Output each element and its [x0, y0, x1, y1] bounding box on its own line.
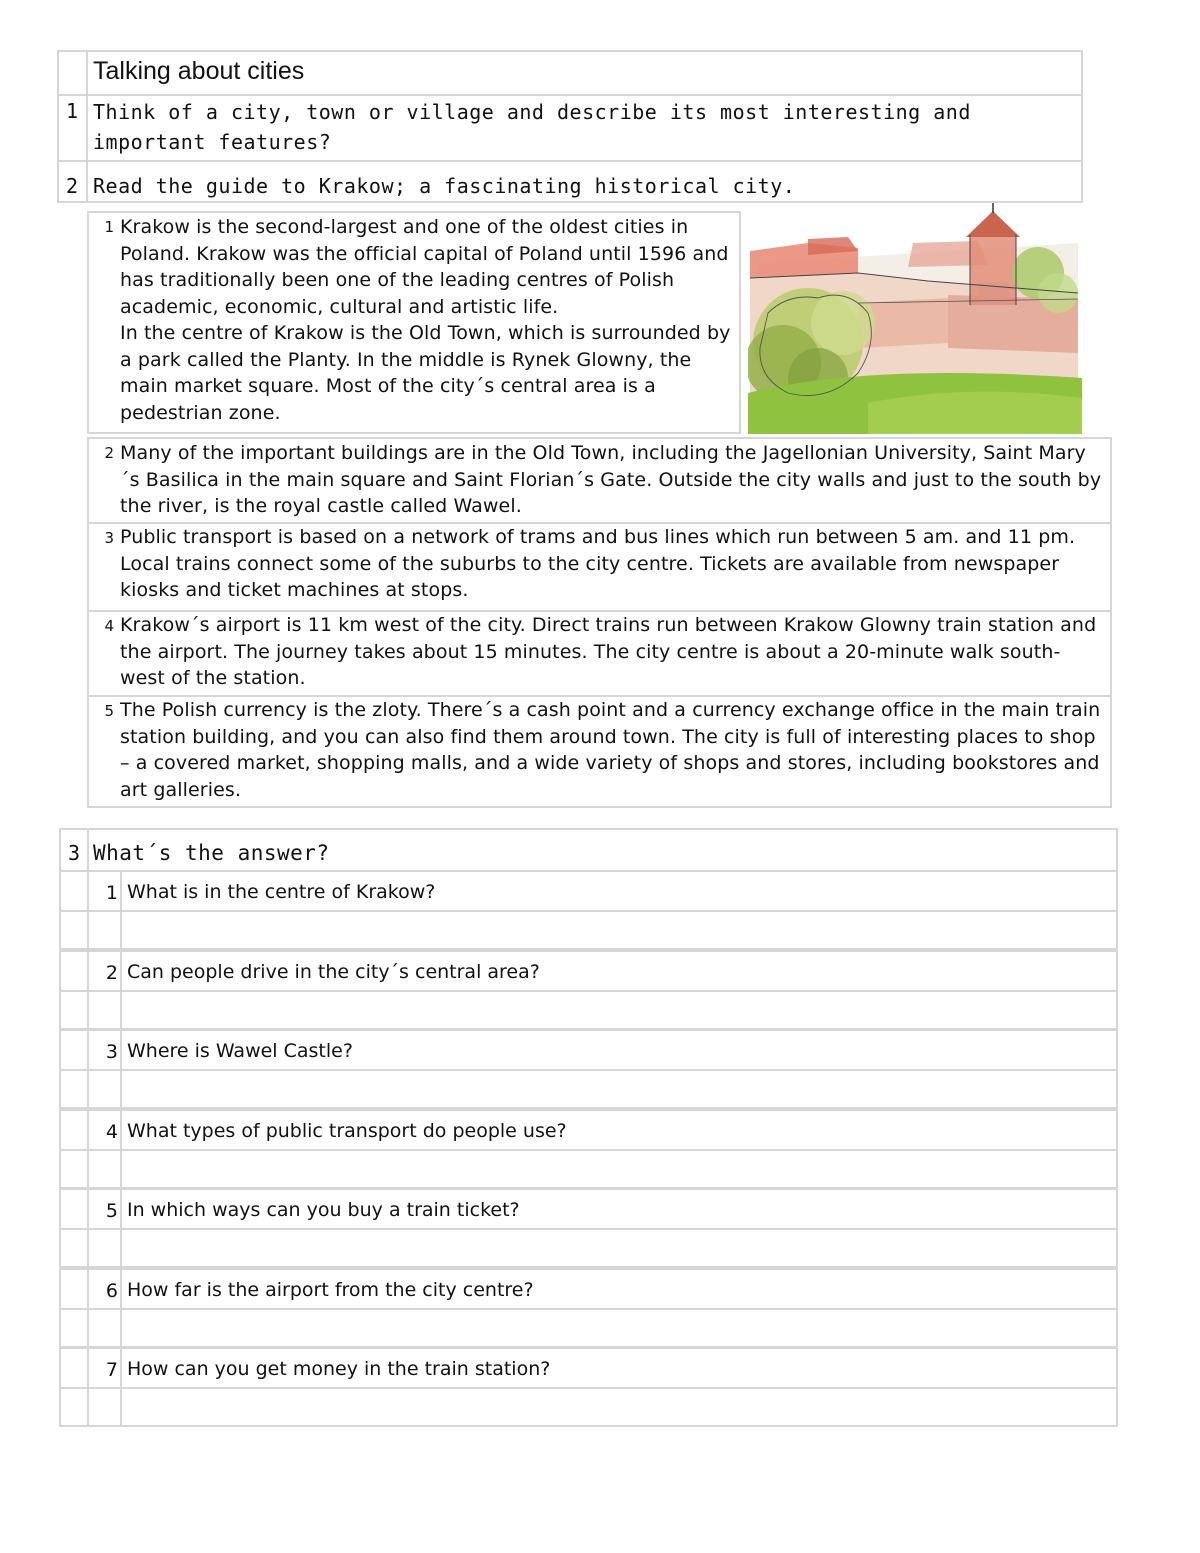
paragraph-1-part-a: Krakow is the second-largest and one of the oldest cities in Poland. Krakow was the official capital of Poland until 1596 and has traditionally been one of the leading centres of Polish academic, economic, cultural and artistic life. — [120, 216, 729, 318]
castle-watercolor-illustration — [748, 203, 1082, 434]
question-number: 3 — [105, 1041, 118, 1063]
task-2-text: Read the guide to Krakow; a fascinating historical city. — [93, 174, 796, 198]
question-text: How can you get money in the train station? — [127, 1358, 551, 1380]
paragraph-1-text — [120, 214, 736, 426]
question-text: In which ways can you buy a train ticket? — [127, 1199, 520, 1221]
question-row-blank-cell — [59, 1347, 89, 1389]
answer-number-cell — [87, 1387, 122, 1427]
answer-number-cell — [87, 1308, 122, 1348]
answer-field[interactable] — [120, 1387, 1118, 1427]
paragraph-4-text: Krakow´s airport is 11 km west of the city. Direct trains run between Krakow Glowny train station and the airport. The journey takes about 15 minutes. The city centre is about a 20-minute walk south-west of the station. — [120, 614, 1097, 689]
answer-number-cell — [87, 1228, 122, 1268]
answer-row-blank-cell — [59, 1308, 89, 1348]
question-row-blank-cell — [59, 1029, 89, 1071]
question-number: 6 — [105, 1280, 118, 1302]
question-number: 1 — [105, 882, 118, 904]
task-1-number: 1 — [66, 99, 79, 123]
answer-row-blank-cell — [59, 1149, 89, 1189]
question-number: 2 — [105, 962, 118, 984]
question-number: 5 — [105, 1200, 118, 1222]
castle-illustration-svg — [748, 203, 1082, 434]
question-text: Can people drive in the city´s central area? — [127, 961, 540, 983]
answer-number-cell — [87, 1069, 122, 1109]
question-number: 7 — [105, 1359, 118, 1381]
question-text: What types of public transport do people use? — [127, 1120, 567, 1142]
paragraph-2-number: 2 — [104, 444, 114, 462]
paragraph-3-text: Public transport is based on a network of trams and bus lines which run between 5 am. and 11 pm. Local trains connect some of the suburbs to the city centre. Tickets are available from newspaper kiosks and ticket machines at stops. — [120, 526, 1076, 601]
question-text: What is in the centre of Krakow? — [127, 881, 436, 903]
task-2-number: 2 — [66, 174, 79, 198]
answer-row-blank-cell — [59, 1069, 89, 1109]
answer-row-blank-cell — [59, 1228, 89, 1268]
questions-section-title: What´s the answer? — [93, 841, 330, 865]
questions-section-number: 3 — [68, 841, 81, 865]
question-row-blank-cell — [59, 870, 89, 912]
question-number: 4 — [105, 1121, 118, 1143]
answer-number-cell — [87, 1149, 122, 1189]
paragraph-5-number: 5 — [104, 702, 114, 720]
question-row-blank-cell — [59, 950, 89, 992]
answer-field[interactable] — [120, 990, 1118, 1030]
answer-field[interactable] — [120, 910, 1118, 950]
paragraph-1-number: 1 — [104, 218, 114, 236]
page-title: Talking about cities — [93, 57, 305, 85]
answer-field[interactable] — [120, 1149, 1118, 1189]
question-row-blank-cell — [59, 1268, 89, 1310]
answer-row-blank-cell — [59, 990, 89, 1030]
paragraph-5-text: The Polish currency is the zloty. There´s a cash point and a currency exchange office in the main train station building, and you can also find them around town. The city is full of interesting places to shop – a covered market, shopping malls, and a wide variety of shops and stores, including bookstores and art galleries. — [120, 699, 1101, 801]
question-row-blank-cell — [59, 1109, 89, 1151]
task-1-text: Think of a city, town or village and describe its most interesting and important features? — [93, 100, 971, 154]
paragraph-2-text: Many of the important buildings are in the Old Town, including the Jagellonian University, Saint Mary´s Basilica in the main square and Saint Florian´s Gate. Outside the city walls and just to the south by the river, is the royal castle called Wawel. — [120, 442, 1102, 517]
answer-row-blank-cell — [59, 910, 89, 950]
question-text: How far is the airport from the city centre? — [127, 1279, 534, 1301]
answer-row-blank-cell — [59, 1387, 89, 1427]
answer-number-cell — [87, 990, 122, 1030]
answer-number-cell — [87, 910, 122, 950]
question-row-blank-cell — [59, 1188, 89, 1230]
question-text: Where is Wawel Castle? — [127, 1040, 353, 1062]
paragraph-1-part-b: In the centre of Krakow is the Old Town, which is surrounded by a park called the Planty. In the middle is Rynek Glowny, the main market square. Most of the city´s central area is a pedestrian zone. — [120, 322, 731, 424]
paragraph-4-number: 4 — [104, 617, 114, 635]
paragraph-3-number: 3 — [104, 529, 114, 547]
header-number-cell — [57, 50, 88, 96]
answer-field[interactable] — [120, 1069, 1118, 1109]
answer-field[interactable] — [120, 1308, 1118, 1348]
answer-field[interactable] — [120, 1228, 1118, 1268]
